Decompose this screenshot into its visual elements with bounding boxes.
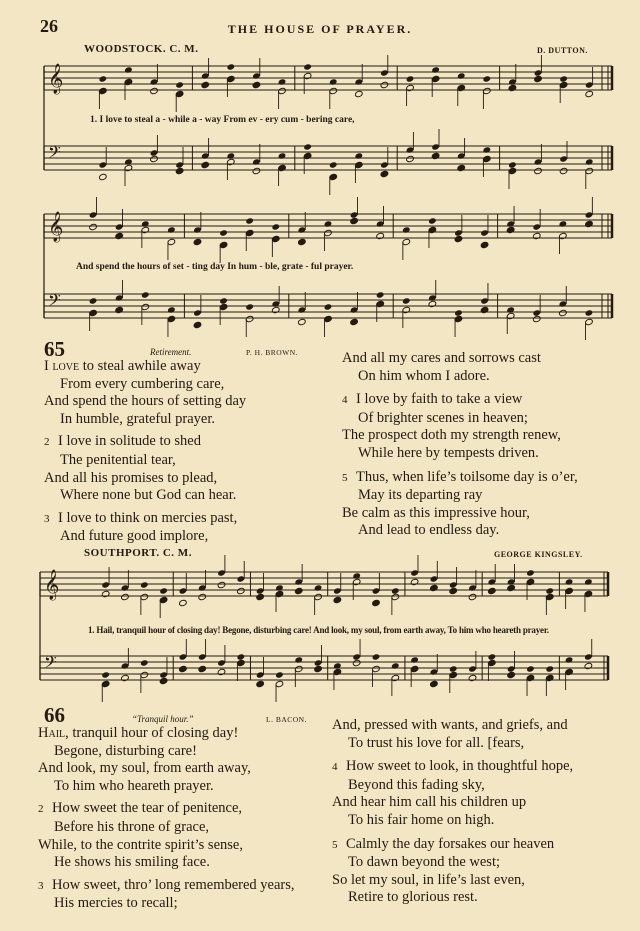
- note-head: [89, 297, 98, 304]
- verse-first-line: Thus, when life’s toilsome day is o’er,: [356, 468, 578, 485]
- verse-line: He shows his smiling face.: [54, 854, 210, 871]
- note-head: [303, 143, 312, 150]
- note-head: [167, 226, 176, 233]
- note-head: [271, 223, 280, 230]
- note-head: [391, 662, 400, 669]
- note-head: [275, 584, 284, 591]
- page-number: 26: [40, 16, 58, 36]
- verse-line: On him whom I adore.: [358, 367, 490, 384]
- note-head: [201, 161, 210, 168]
- note-head: [252, 167, 261, 174]
- note-head: [256, 680, 265, 687]
- note-head: [355, 90, 364, 97]
- note-head: [449, 587, 458, 594]
- note-head: [150, 87, 159, 94]
- note-head: [391, 587, 400, 594]
- verse-first-word: I love: [44, 358, 80, 374]
- stanza-number: 3: [44, 512, 50, 525]
- verse-line: Before his throne of grace,: [54, 818, 210, 835]
- stanza-number: 4: [342, 394, 348, 407]
- hymn66-subtitle: “Tranquil hour.”: [132, 714, 194, 724]
- note-head: [237, 587, 246, 594]
- note-head: [480, 306, 489, 313]
- note-head: [430, 680, 439, 687]
- note-head: [227, 63, 236, 70]
- note-head: [217, 668, 226, 675]
- note-head: [121, 674, 130, 681]
- note-head: [506, 306, 515, 313]
- note-head: [298, 318, 307, 325]
- note-head: [355, 152, 364, 159]
- note-head: [115, 306, 124, 313]
- note-head: [193, 238, 202, 245]
- verse-line: The penitential tear,: [60, 451, 176, 468]
- verse-first-word: Hail,: [38, 725, 69, 741]
- note-head: [271, 306, 280, 313]
- verse-line: So let my soul, in life’s last even,: [332, 871, 525, 888]
- note-head: [526, 665, 535, 672]
- verse-first-line: to steal awhile away: [79, 358, 201, 374]
- bass-clef-icon: 𝄢: [48, 142, 61, 166]
- verse-line: And future good implore,: [60, 528, 209, 545]
- note-head: [140, 659, 149, 666]
- hymn66-left-column: [38, 725, 295, 913]
- note-head: [115, 232, 124, 239]
- treble-clef-icon: 𝄞: [48, 212, 64, 242]
- note-head: [141, 220, 150, 227]
- note-head: [245, 303, 254, 310]
- note-head: [245, 217, 254, 224]
- verse-line: While, to the contrite spirit’s sense,: [38, 836, 243, 853]
- note-head: [227, 152, 236, 159]
- verse-line: And, pressed with wants, and griefs, and: [332, 717, 568, 733]
- note-head: [372, 599, 381, 606]
- note-head: [179, 665, 188, 672]
- note-head: [507, 584, 516, 591]
- note-head: [532, 232, 541, 239]
- note-head: [314, 584, 323, 591]
- verse-line: To trust his love for all. [fears,: [348, 734, 525, 751]
- note-head: [352, 572, 361, 579]
- hymn65-subtitle: Retirement.: [150, 347, 192, 357]
- note-head: [159, 587, 168, 594]
- verse-line: And hear him call his children up: [332, 794, 527, 811]
- note-head: [431, 66, 440, 73]
- verse-line: Beyond this fading sky,: [348, 776, 485, 793]
- note-head: [350, 318, 359, 325]
- stanza-number: 2: [38, 803, 44, 816]
- note-head: [324, 220, 333, 227]
- note-head: [219, 297, 228, 304]
- verse-line: And spend the hours of setting day: [44, 393, 247, 410]
- note-head: [372, 653, 381, 660]
- note-head: [352, 659, 361, 666]
- verse-line: Of brighter scenes in heaven;: [358, 409, 528, 426]
- note-head: [376, 232, 385, 239]
- treble-clef-icon: 𝄞: [48, 64, 64, 94]
- note-head: [329, 161, 338, 168]
- note-head: [329, 78, 338, 85]
- note-head: [237, 653, 246, 660]
- note-head: [99, 173, 108, 180]
- tune-composer-kingsley: GEORGE KINGSLEY.: [494, 550, 583, 559]
- note-head: [124, 158, 133, 165]
- note-head: [585, 158, 594, 165]
- note-head: [406, 75, 415, 82]
- note-head: [99, 75, 108, 82]
- note-head: [402, 297, 411, 304]
- note-head: [585, 90, 594, 97]
- note-head: [278, 78, 287, 85]
- stanza-number: 5: [342, 471, 348, 484]
- note-head: [483, 75, 492, 82]
- note-head: [584, 578, 593, 585]
- note-head: [454, 309, 463, 316]
- stanza-number: 2: [44, 436, 50, 449]
- hymn65-left-column: [44, 358, 246, 546]
- note-head: [333, 662, 342, 669]
- verse-first-line: Calmly the day forsakes our heaven: [346, 835, 555, 852]
- note-head: [430, 584, 439, 591]
- note-head: [406, 155, 415, 162]
- note-head: [333, 596, 342, 603]
- verse-line: And all my cares and sorrows cast: [342, 350, 541, 366]
- verse-line: And look, my soul, from earth away,: [38, 760, 251, 777]
- note-head: [89, 223, 98, 230]
- note-head: [298, 238, 307, 245]
- note-head: [150, 155, 159, 162]
- verse-line: His mercies to recall;: [54, 895, 178, 912]
- note-head: [201, 81, 210, 88]
- verse-line: And all his promises to plead,: [44, 469, 218, 486]
- note-head: [428, 300, 437, 307]
- tune-name-southport: SOUTHPORT. C. M.: [84, 547, 192, 559]
- note-head: [294, 587, 303, 594]
- note-head: [545, 665, 554, 672]
- stanza-number: 4: [332, 761, 338, 774]
- note-head: [545, 587, 554, 594]
- verse-first-line: I love to think on mercies past,: [58, 509, 238, 526]
- verse-first-line: How sweet to look, in thoughtful hope,: [346, 758, 574, 775]
- note-head: [480, 241, 489, 248]
- note-head: [380, 170, 389, 177]
- note-head: [252, 81, 261, 88]
- note-head: [324, 303, 333, 310]
- verse-line: In humble, grateful prayer.: [60, 410, 216, 427]
- verse-first-line: tranquil hour of closing day!: [68, 725, 239, 741]
- bass-clef-icon: 𝄢: [44, 652, 57, 676]
- note-head: [507, 671, 516, 678]
- hymn-number-66: 66: [44, 703, 65, 727]
- note-head: [534, 75, 543, 82]
- note-head: [565, 578, 574, 585]
- note-head: [219, 229, 228, 236]
- verse-first-line: How sweet, thro’ long remembered years,: [52, 876, 295, 893]
- note-head: [402, 226, 411, 233]
- note-head: [175, 167, 184, 174]
- bass-clef-icon: 𝄢: [48, 290, 61, 314]
- note-head: [159, 677, 168, 684]
- note-head: [141, 291, 150, 298]
- note-head: [303, 63, 312, 70]
- note-head: [457, 164, 466, 171]
- tune1-lyric-line1: 1. I love to steal a - while a - way From ev - ery cum - bering care,: [90, 115, 355, 125]
- note-head: [457, 72, 466, 79]
- note-head: [380, 81, 389, 88]
- note-head: [468, 674, 477, 681]
- note-head: [198, 593, 207, 600]
- note-head: [314, 665, 323, 672]
- verse-line: Where none but God can hear.: [60, 487, 237, 504]
- note-head: [468, 593, 477, 600]
- tune1-lyric-line2: And spend the hours of set - ting day In hum - ble, grate - ful prayer.: [76, 262, 354, 272]
- note-head: [179, 599, 188, 606]
- note-head: [559, 220, 568, 227]
- verse-line: Retire to glorious rest.: [348, 889, 478, 906]
- note-head: [488, 653, 497, 660]
- verse-line: To dawn beyond the west;: [348, 854, 501, 871]
- note-head: [428, 217, 437, 224]
- running-title: THE HOUSE OF PRAYER.: [227, 22, 413, 36]
- note-head: [559, 309, 568, 316]
- note-head: [101, 671, 110, 678]
- note-head: [350, 217, 359, 224]
- verse-line: To his fair home on high.: [348, 811, 495, 828]
- note-head: [585, 309, 594, 316]
- note-head: [256, 593, 265, 600]
- note-head: [124, 66, 133, 73]
- note-head: [585, 220, 594, 227]
- note-head: [140, 581, 149, 588]
- note-head: [294, 656, 303, 663]
- note-head: [532, 315, 541, 322]
- verse-first-line: I love in solitude to shed: [58, 433, 201, 450]
- note-head: [526, 569, 535, 576]
- note-head: [376, 291, 385, 298]
- verse-first-line: I love by faith to take a view: [356, 391, 523, 408]
- hymn66-right-column: [332, 717, 573, 907]
- note-head: [508, 161, 517, 168]
- verse-line: May its departing ray: [358, 487, 483, 504]
- note-head: [410, 656, 419, 663]
- note-head: [410, 578, 419, 585]
- tune-name-woodstock: WOODSTOCK. C. M.: [84, 43, 199, 55]
- note-head: [278, 152, 287, 159]
- note-head: [217, 581, 226, 588]
- note-head: [565, 656, 574, 663]
- note-head: [121, 593, 130, 600]
- verse-line: The prospect doth my strength renew,: [342, 427, 561, 444]
- tune2-lyric-line1: 1. Hail, tranquil hour of closing day! Begone, disturbing care! And look, my soul, from earth away, To him who heareth prayer.: [88, 625, 549, 635]
- note-head: [101, 590, 110, 597]
- verse-line: Begone, disturbing care!: [54, 742, 197, 759]
- note-head: [488, 587, 497, 594]
- note-head: [506, 226, 515, 233]
- note-head: [431, 152, 440, 159]
- verse-line: To him who heareth prayer.: [54, 777, 214, 794]
- stanza-number: 3: [38, 879, 44, 892]
- hymn66-author: L. BACON.: [266, 715, 307, 724]
- note-head: [193, 321, 202, 328]
- hymn-number-65: 65: [44, 337, 65, 361]
- verse-line: Be calm as this impressive hour,: [342, 504, 530, 521]
- note-head: [454, 235, 463, 242]
- verse-first-line: How sweet the tear of penitence,: [52, 800, 243, 817]
- verse-line: And lead to endless day.: [358, 522, 500, 539]
- stanza-number: 5: [332, 838, 338, 851]
- note-head: [275, 671, 284, 678]
- note-head: [534, 167, 543, 174]
- note-head: [559, 167, 568, 174]
- note-head: [198, 665, 207, 672]
- note-head: [449, 665, 458, 672]
- note-head: [508, 84, 517, 91]
- hymn65-right-column: [342, 350, 578, 540]
- verse-line: While here by tempests driven.: [358, 444, 539, 461]
- verse-line: From every cumbering care,: [60, 375, 225, 392]
- hymn65-author: P. H. BROWN.: [246, 348, 299, 357]
- treble-clef-icon: 𝄞: [44, 570, 60, 600]
- note-head: [167, 306, 176, 313]
- note-head: [584, 662, 593, 669]
- note-head: [559, 75, 568, 82]
- tune-composer-dutton: D. DUTTON.: [537, 46, 588, 55]
- note-head: [175, 81, 184, 88]
- note-head: [483, 146, 492, 153]
